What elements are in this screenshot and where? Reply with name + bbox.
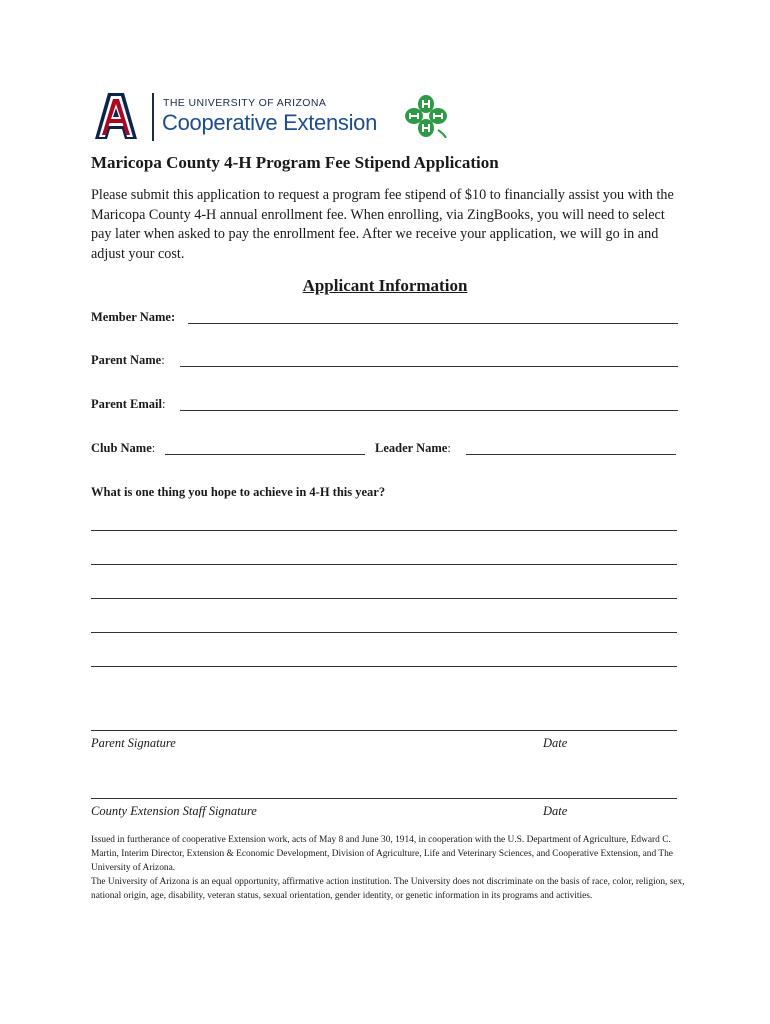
footer-paragraph-1: Issued in furtherance of cooperative Extension work, acts of May 8 and June 30, 1914, in cooperation with the U.S. Department of Agriculture, Edward C. Martin, Interim Director, Extension & Economic Development, Division of Agriculture, Life and Veterinary Sciences, and Cooperative Extension, and The University of Arizona.	[91, 835, 673, 873]
section-heading-text: Applicant Information	[302, 276, 468, 295]
member-name-line[interactable]	[188, 323, 678, 324]
logo-divider	[152, 93, 154, 141]
answer-line[interactable]	[91, 666, 677, 667]
parent-email-label: Parent Email:	[91, 397, 166, 411]
footer-paragraph-2: The University of Arizona is an equal opportunity, affirmative action institution. The University does not discriminate on the basis of race, color, religion, sex, national origin, age, disability, veteran status, sexual orientation, gender identity, or genetic information in its programs and activities.	[91, 876, 685, 901]
parent-signature-line[interactable]	[91, 730, 677, 731]
footer-disclaimer	[91, 834, 685, 904]
section-heading	[0, 276, 770, 296]
answer-line[interactable]	[91, 598, 677, 599]
answer-line[interactable]	[91, 564, 677, 565]
answer-line[interactable]	[91, 632, 677, 633]
parent-email-line[interactable]	[180, 410, 678, 411]
staff-signature-label: County Extension Staff Signature	[91, 804, 257, 818]
question-label: What is one thing you hope to achieve in 4-H this year?	[91, 485, 386, 499]
university-of-arizona-a-logo	[92, 92, 140, 140]
club-name-label: Club Name:	[91, 441, 156, 455]
university-name: THE UNIVERSITY OF ARIZONA	[163, 97, 327, 109]
four-h-clover-logo	[404, 94, 448, 138]
answer-line[interactable]	[91, 530, 677, 531]
department-name: Cooperative Extension	[162, 110, 378, 135]
parent-name-label: Parent Name:	[91, 353, 165, 367]
club-name-line[interactable]	[165, 454, 365, 455]
leader-name-label: Leader Name:	[375, 441, 451, 455]
staff-date-label: Date	[543, 804, 568, 818]
parent-signature-label: Parent Signature	[91, 736, 176, 750]
member-name-label: Member Name:	[91, 310, 176, 324]
parent-date-label: Date	[543, 736, 568, 750]
form-title: Maricopa County 4-H Program Fee Stipend Application	[91, 153, 499, 172]
leader-name-line[interactable]	[466, 454, 676, 455]
intro-paragraph: Please submit this application to request a program fee stipend of $10 to financially assist you with the Maricopa County 4-H annual enrollment fee. When enrolling, via ZingBooks, you will need to select pay later when asked to pay the enrollment fee. After we receive your application, we will go in and adjust your cost.	[91, 187, 674, 262]
staff-signature-line[interactable]	[91, 798, 677, 799]
parent-name-line[interactable]	[180, 366, 678, 367]
